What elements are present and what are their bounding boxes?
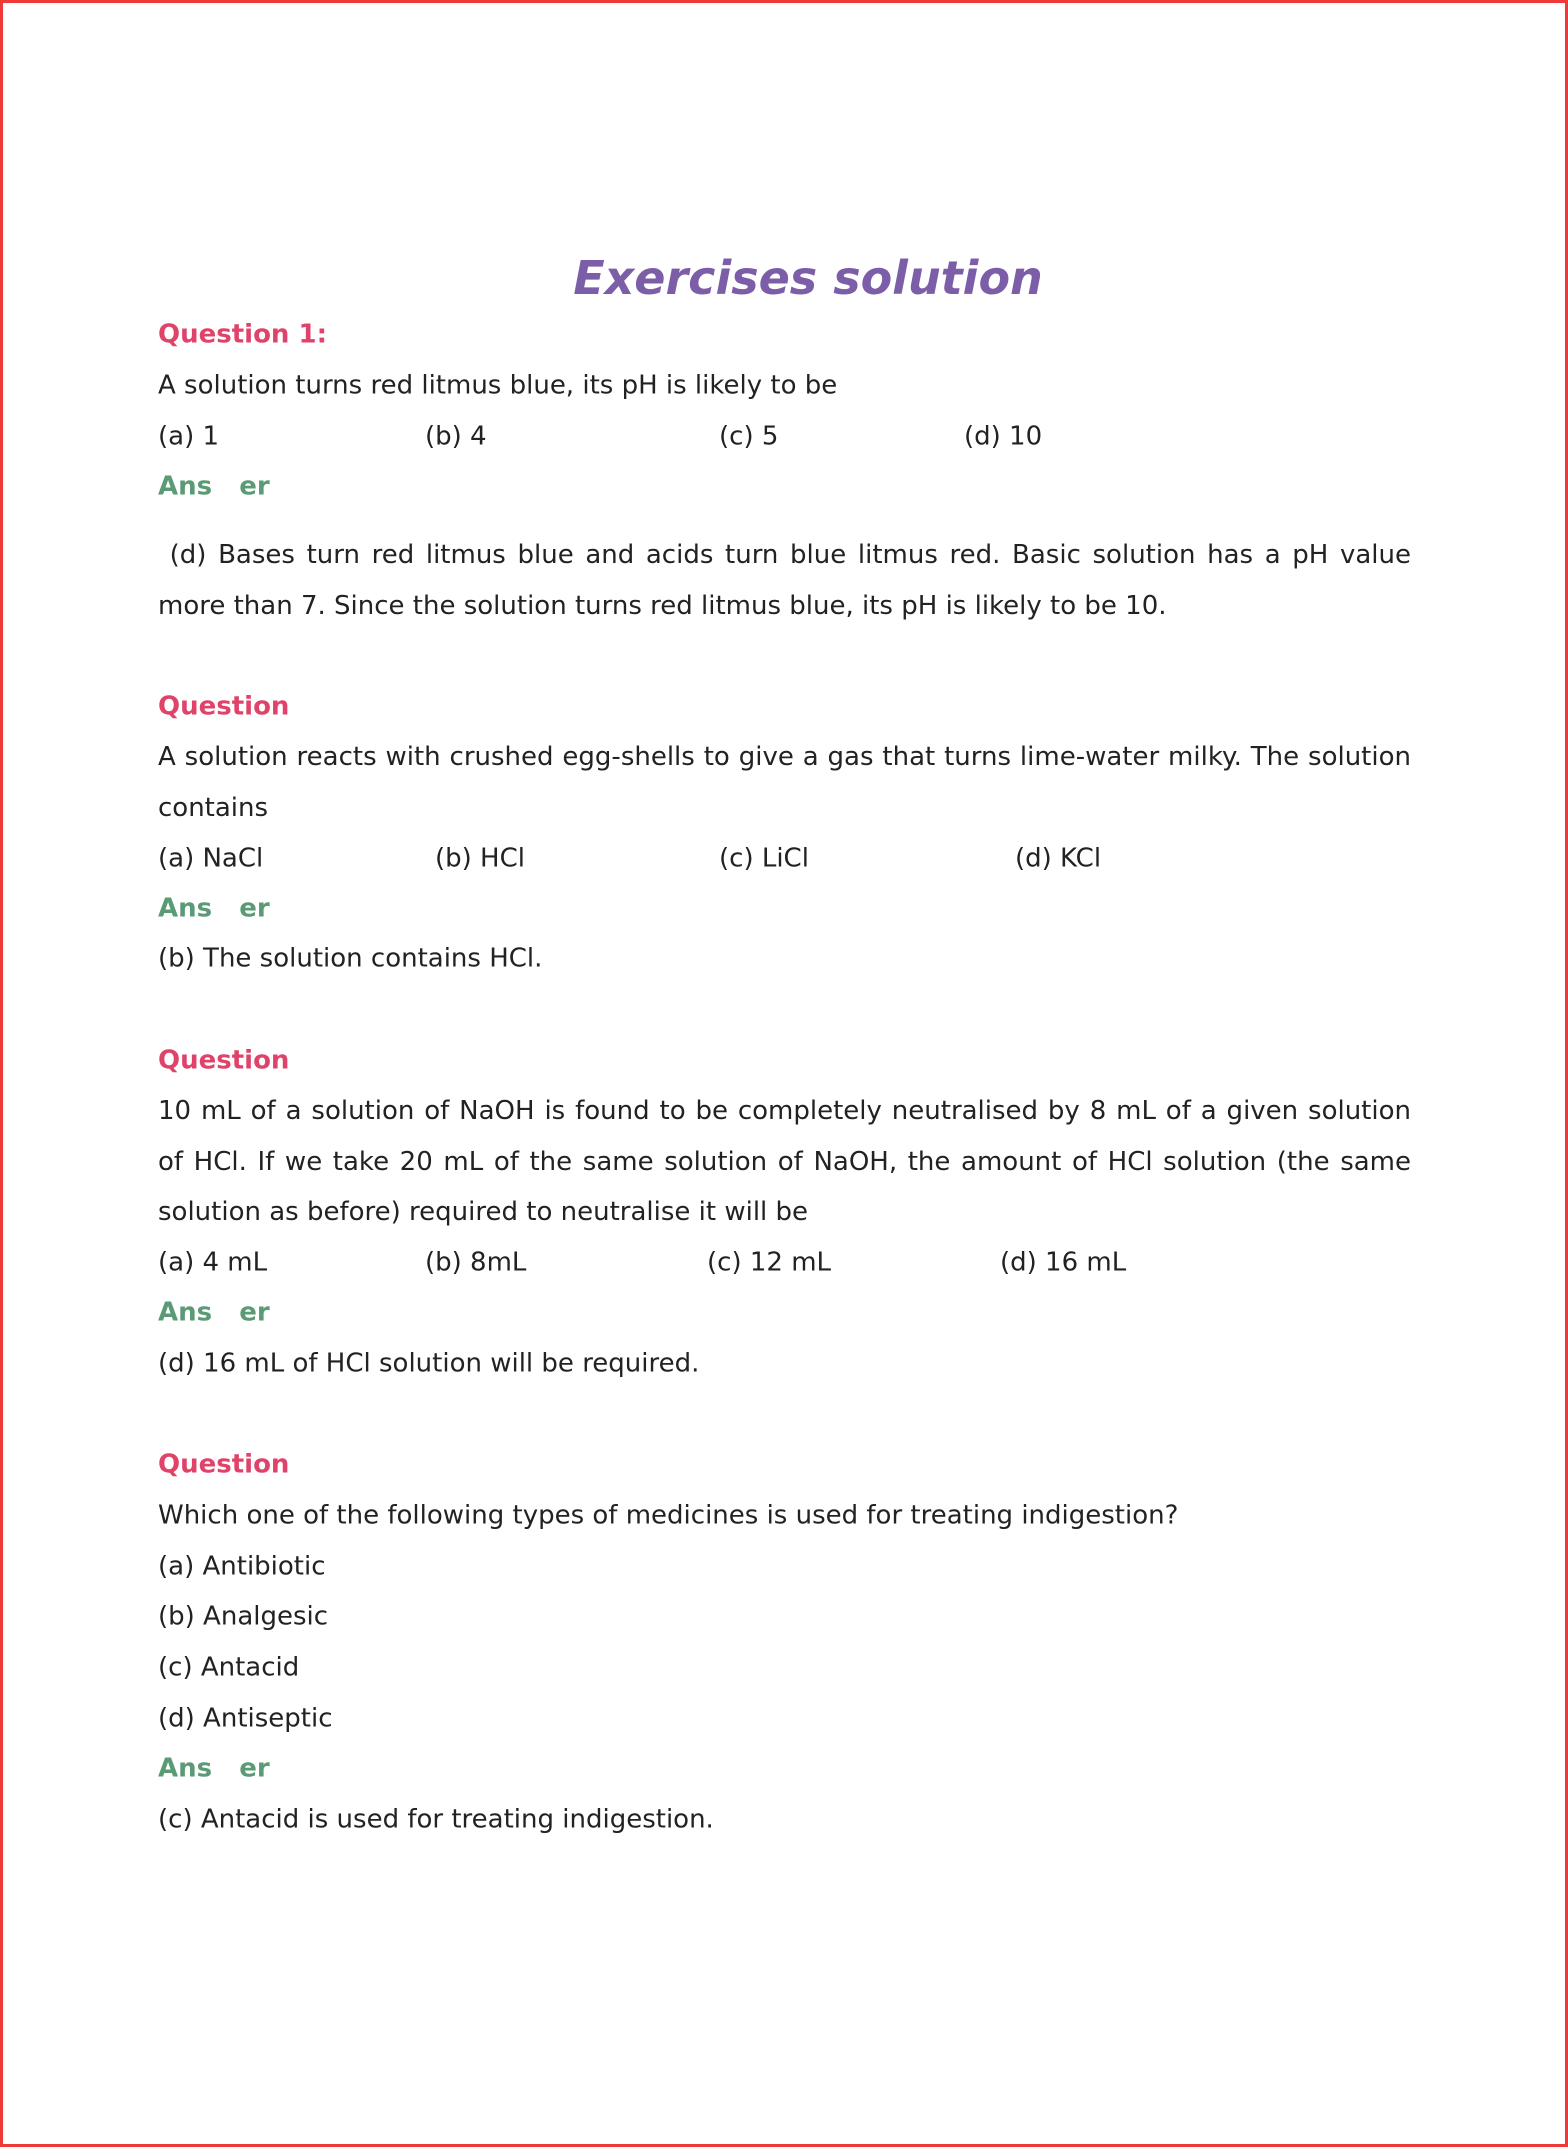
q1-answer-label: Ans er [158, 471, 270, 502]
q2-answer: (b) The solution contains HCl. [158, 943, 543, 974]
q4-answer-label: Ans er [158, 1753, 270, 1784]
q2-answer-label: Ans er [158, 893, 270, 924]
q2-option-c: (c) LiCl [719, 843, 809, 874]
q4-option-b: (b) Analgesic [158, 1601, 329, 1632]
q2-option-d: (d) KCl [1015, 843, 1102, 874]
q4-option-a: (a) Antibiotic [158, 1551, 326, 1582]
q3-option-a: (a) 4 mL [158, 1247, 268, 1278]
q3-option-d: (d) 16 mL [1000, 1247, 1127, 1278]
question-1-text: A solution turns red litmus blue, its pH is likely to be [158, 370, 838, 401]
q2-option-b: (b) HCl [435, 843, 525, 874]
q1-answer: (d) Bases turn red litmus blue and acids turn blue litmus red. Basic solution has a pH value more than 7. Since the solution turns red litmus blue, its pH is likely to be 10. [158, 540, 1420, 621]
question-3-text: 10 mL of a solution of NaOH is found to be completely neutralised by 8 mL of a given solution of HCl. If we take 20 mL of the same solution of NaOH, the amount of HCl solution (the same solution as before) required to neutralise it will be [158, 1096, 1411, 1228]
question-2-heading: Question [158, 691, 290, 722]
q3-option-b: (b) 8mL [425, 1247, 527, 1278]
q3-answer-label: Ans er [158, 1297, 270, 1328]
question-2-text: A solution reacts with crushed egg-shells to give a gas that turns lime-water milky. The solution contains [158, 742, 1411, 823]
q4-option-c: (c) Antacid [158, 1652, 300, 1683]
q2-option-a: (a) NaCl [158, 843, 264, 874]
question-3-heading: Question [158, 1045, 290, 1076]
question-4-text: Which one of the following types of medicines is used for treating indigestion? [158, 1500, 1179, 1531]
q1-option-a: (a) 1 [158, 421, 220, 452]
q1-option-d: (d) 10 [964, 421, 1043, 452]
q1-option-c: (c) 5 [719, 421, 779, 452]
page-title: Exercises solution [573, 251, 1043, 305]
q4-option-d: (d) Antiseptic [158, 1703, 333, 1734]
question-4-heading: Question [158, 1449, 290, 1480]
q1-option-b: (b) 4 [425, 421, 487, 452]
q4-answer: (c) Antacid is used for treating indigestion. [158, 1804, 714, 1835]
q3-answer: (d) 16 mL of HCl solution will be required. [158, 1348, 700, 1379]
question-1-heading: Question 1: [158, 319, 327, 350]
q3-option-c: (c) 12 mL [707, 1247, 832, 1278]
